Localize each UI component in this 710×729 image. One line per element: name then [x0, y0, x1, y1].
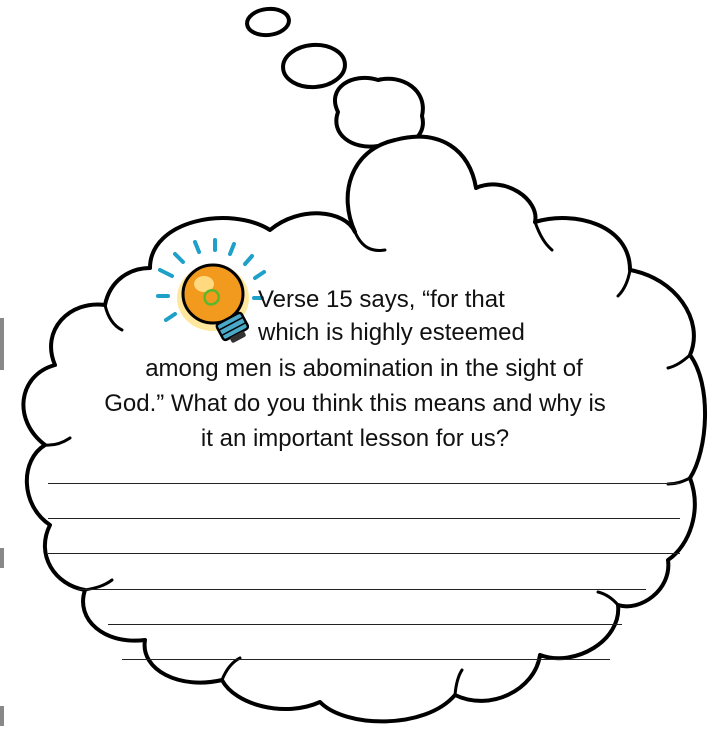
answer-line-1[interactable] [48, 483, 680, 484]
page-edge-mark [0, 706, 4, 726]
answer-line-6[interactable] [122, 659, 610, 660]
prompt-line-3: among men is abomination in the sight of [145, 355, 583, 382]
page-edge-mark [0, 318, 4, 370]
thought-bubble-small [246, 7, 290, 37]
answer-line-5[interactable] [108, 624, 622, 625]
answer-line-3[interactable] [48, 553, 680, 554]
answer-line-4[interactable] [78, 589, 646, 590]
prompt-line-5: it an important lesson for us? [200, 425, 510, 452]
thought-bubble-medium [282, 43, 347, 89]
prompt-line-2: which is highly esteemed [258, 319, 525, 346]
answer-line-2[interactable] [48, 518, 680, 519]
prompt-line-4: God.” What do you think this means and why is [104, 390, 606, 417]
page-edge-mark [0, 548, 4, 568]
prompt-line-1: Verse 15 says, “for that [258, 286, 505, 313]
